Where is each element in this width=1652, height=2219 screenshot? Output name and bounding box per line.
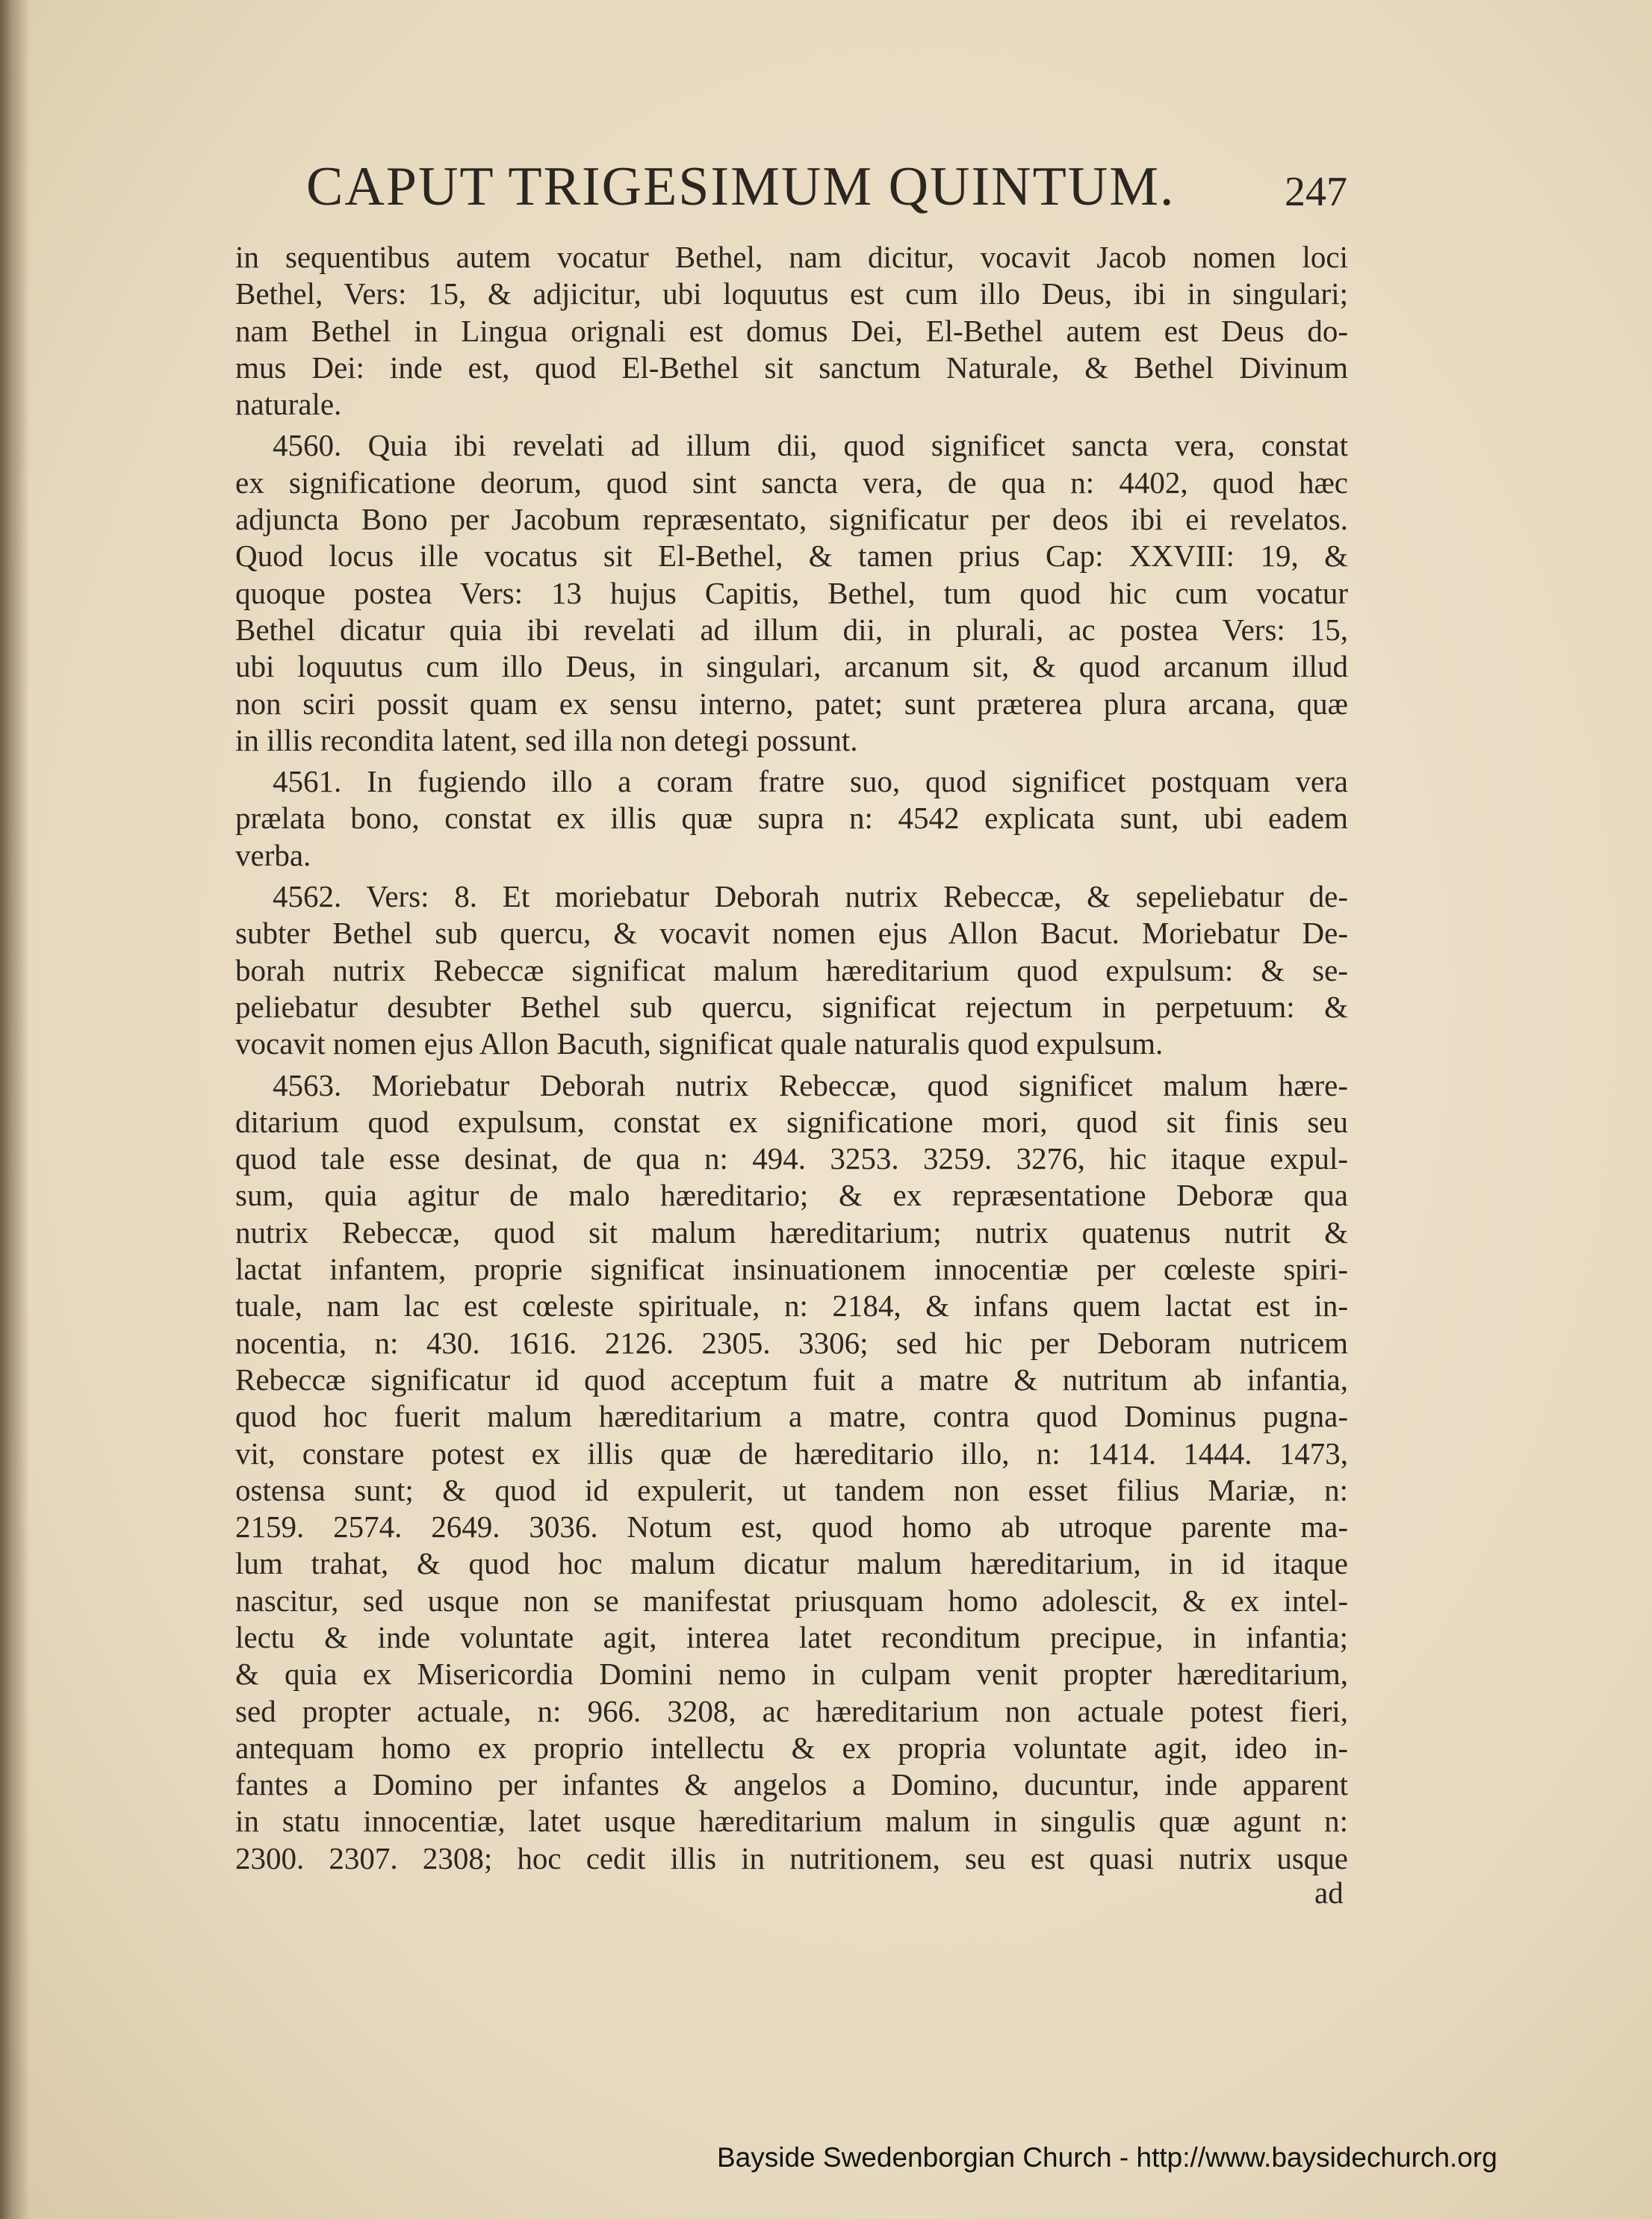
text-line: subter Bethel sub quercu, & vocavit nomen ejus Allon Bacut. Moriebatur De- [235, 916, 1348, 951]
text-line: vocavit nomen ejus Allon Bacuth, significat quale naturalis quod expulsum. [235, 1026, 1164, 1061]
text-line: 2300. 2307. 2308; hoc cedit illis in nutritionem, seu est quasi nutrix usque [235, 1840, 1348, 1875]
paragraph-4563-start: 4563. Moriebatur Deborah nutrix Rebeccæ, quod significet malum hære- [273, 1067, 1348, 1102]
text-line: sum, quia agitur de malo hæreditario; & ex repræsentatione Deboræ qua [235, 1178, 1348, 1213]
text-line: adjuncta Bono per Jacobum repræsentato, significatur per deos ibi ei revelatos. [235, 502, 1348, 537]
text-line: Bethel, Vers: 15, & adjicitur, ubi loquutus est cum illo Deus, ibi in singulari; [235, 276, 1348, 311]
catchword: ad [1314, 1875, 1344, 1910]
text-line: ditarium quod expulsum, constat ex significatione mori, quod sit finis seu [235, 1104, 1348, 1139]
text-line: lectu & inde voluntate agit, interea latet reconditum precipue, in infantia; [235, 1619, 1348, 1654]
text-line: non sciri possit quam ex sensu interno, patet; sunt præterea plura arcana, quæ [235, 686, 1348, 721]
text-line: peliebatur desubter Bethel sub quercu, significat rejectum in perpetuum: & [235, 989, 1348, 1024]
text-line: quod tale esse desinat, de qua n: 494. 3253. 3259. 3276, hic itaque expul- [235, 1141, 1348, 1176]
text-line: quoque postea Vers: 13 hujus Capitis, Bethel, tum quod hic cum vocatur [235, 575, 1348, 610]
text-line: Bethel dicatur quia ibi revelati ad illum dii, in plurali, ac postea Vers: 15, [235, 612, 1348, 647]
text-line: ubi loquutus cum illo Deus, in singulari, arcanum sit, & quod arcanum illud [235, 649, 1348, 684]
text-line: tuale, nam lac est cœleste spirituale, n: 2184, & infans quem lactat est in- [235, 1288, 1348, 1323]
text-line: antequam homo ex proprio intellectu & ex propria voluntate agit, ideo in- [235, 1730, 1348, 1765]
text-line: nocentia, n: 430. 1616. 2126. 2305. 3306; sed hic per Deboram nutricem [235, 1325, 1348, 1360]
paragraph-4560-start: 4560. Quia ibi revelati ad illum dii, quod significet sancta vera, constat [273, 428, 1348, 463]
text-line: mus Dei: inde est, quod El-Bethel sit sanctum Naturale, & Bethel Divinum [235, 350, 1348, 385]
page-spine-shadow [0, 0, 30, 2219]
text-line: borah nutrix Rebeccæ significat malum hæreditarium quod expulsum: & se- [235, 952, 1348, 987]
paragraph-4562-start: 4562. Vers: 8. Et moriebatur Deborah nutrix Rebeccæ, & sepeliebatur de- [273, 879, 1348, 914]
text-line: ostensa sunt; & quod id expulerit, ut tandem non esset filius Mariæ, n: [235, 1472, 1348, 1507]
text-line: in statu innocentiæ, latet usque hæreditarium malum in singulis quæ agunt n: [235, 1804, 1348, 1839]
text-line: lum trahat, & quod hoc malum dicatur malum hæreditarium, in id itaque [235, 1546, 1348, 1581]
text-line: nascitur, sed usque non se manifestat priusquam homo adolescit, & ex intel- [235, 1583, 1348, 1618]
text-line: quod hoc fuerit malum hæreditarium a matre, contra quod Dominus pugna- [235, 1399, 1348, 1434]
text-line: prælata bono, constat ex illis quæ supra n: 4542 explicata sunt, ubi eadem [235, 801, 1348, 836]
text-line: sed propter actuale, n: 966. 3208, ac hæreditarium non actuale potest fieri, [235, 1693, 1348, 1728]
text-line: Quod locus ille vocatus sit El-Bethel, & tamen prius Cap: XXVIII: 19, & [235, 539, 1348, 574]
page-number: 247 [1285, 169, 1347, 215]
text-line: in illis recondita latent, sed illa non detegi possunt. [235, 722, 858, 757]
text-line: vit, constare potest ex illis quæ de hæreditario illo, n: 1414. 1444. 1473, [235, 1436, 1348, 1471]
text-line: in sequentibus autem vocatur Bethel, nam dicitur, vocavit Jacob nomen loci [235, 240, 1348, 274]
text-line: naturale. [235, 387, 342, 422]
page-header [306, 153, 1352, 220]
watermark-credit: Bayside Swedenborgian Church - http://www.baysidechurch.org [717, 2142, 1497, 2173]
text-line: Rebeccæ significatur id quod acceptum fuit a matre & nutritum ab infantia, [235, 1362, 1348, 1397]
text-line: & quia ex Misericordia Domini nemo in culpam venit propter hæreditarium, [235, 1657, 1348, 1692]
text-line: nutrix Rebeccæ, quod sit malum hæreditarium; nutrix quatenus nutrit & [235, 1214, 1348, 1250]
body-text [235, 239, 1348, 1877]
text-line: verba. [235, 837, 311, 872]
text-line: lactat infantem, proprie significat insinuationem innocentiæ per cœleste spiri- [235, 1252, 1348, 1287]
text-line: ex significatione deorum, quod sint sancta vera, de qua n: 4402, quod hæc [235, 465, 1348, 500]
text-line: nam Bethel in Lingua orignali est domus Dei, El-Bethel autem est Deus do- [235, 313, 1348, 348]
running-title: CAPUT TRIGESIMUM QUINTUM. [306, 156, 1176, 217]
paragraph-4561-start: 4561. In fugiendo illo a coram fratre suo, quod significet postquam vera [273, 764, 1348, 799]
text-line: 2159. 2574. 2649. 3036. Notum est, quod homo ab utroque parente ma- [235, 1509, 1348, 1545]
text-line: fantes a Domino per infantes & angelos a Domino, ducuntur, inde apparent [235, 1767, 1348, 1802]
